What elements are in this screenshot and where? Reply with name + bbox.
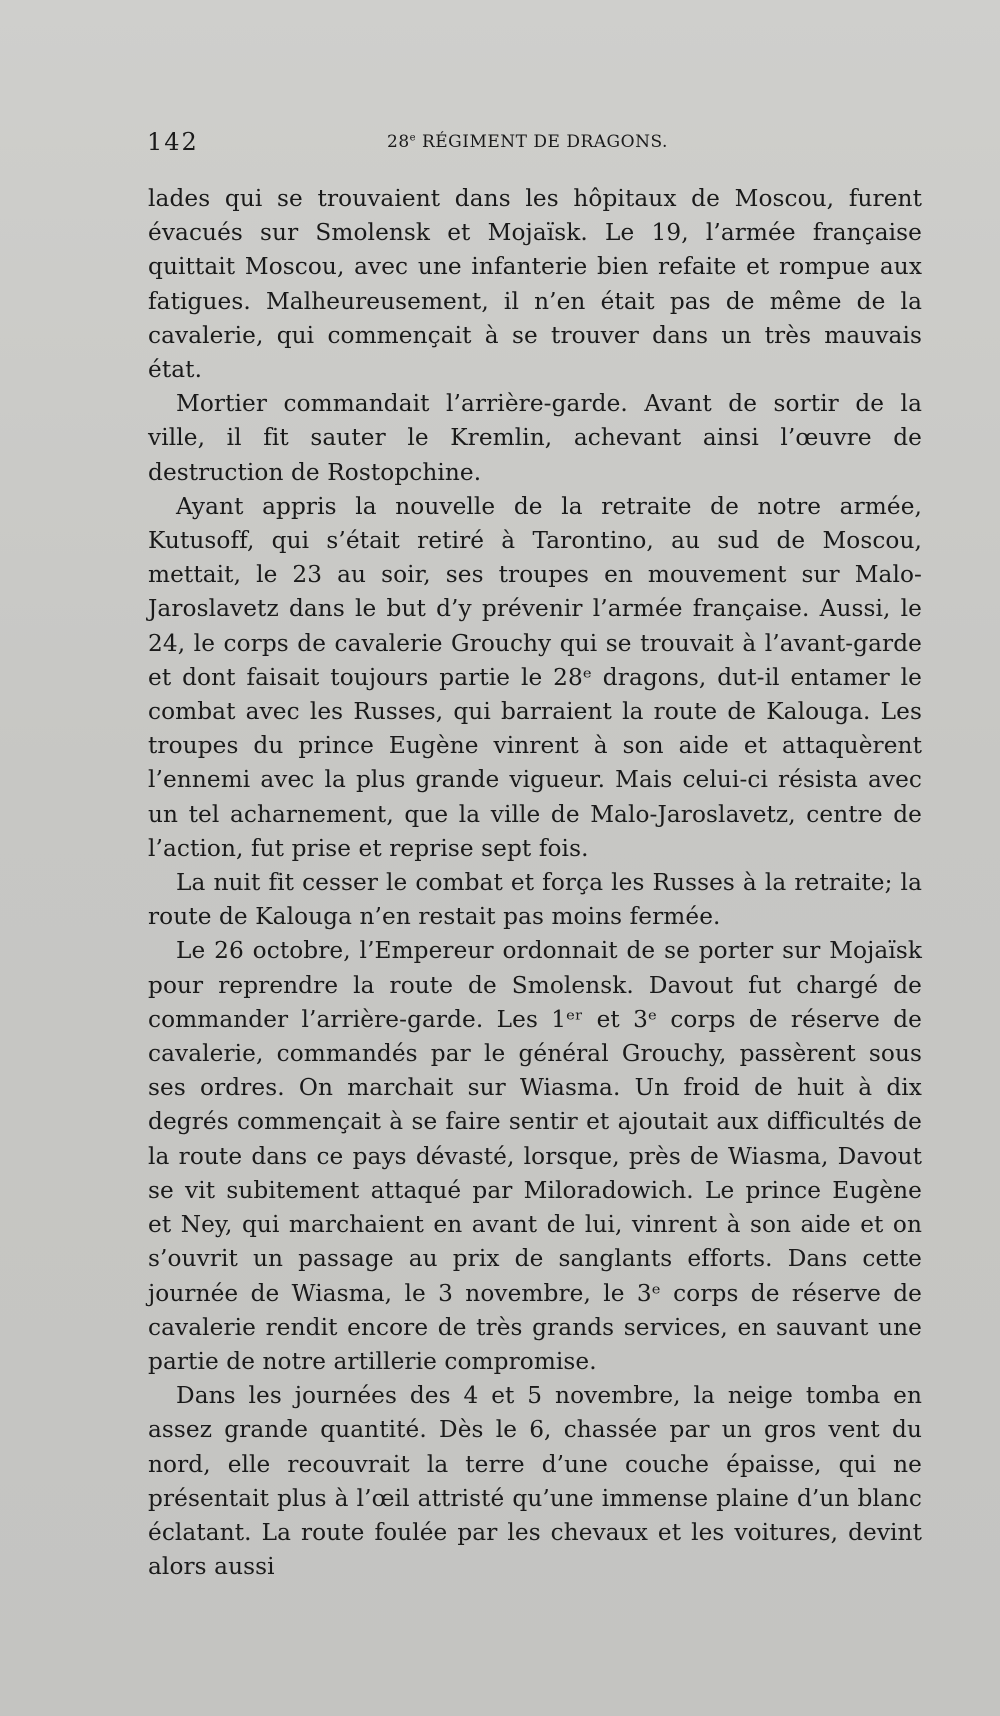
running-title [387,132,668,152]
page-number: 142 [147,128,199,156]
running-title-rest: RÉGIMENT DE DRAGONS. [416,132,668,152]
paragraph-2: Mortier commandait l’arrière-garde. Avant de sortir de la ville, il fit sauter le Kremlin, achevant ainsi l’œuvre de destruction de Rostopchine. [148,390,922,486]
paragraph-6: Dans les journées des 4 et 5 novembre, la neige tomba en assez grande quantité. Dès le 6, chassée par un gros vent du nord, elle recouvrait la terre d’une couche épaisse, qui ne présentait plus à l’œil attristé qu’une immense plaine d’un blanc éclatant. La route foulée par les chevaux et les voitures, devint alors aussi [148,1382,922,1581]
paragraph-3: Ayant appris la nouvelle de la retraite de notre armée, Kutusoff, qui s’était retiré à Tarontino, au sud de Moscou, mettait, le 23 au soir, ses troupes en mouvement sur Malo-Jaroslavetz dans le but d’y prévenir l’armée française. Aussi, le 24, le corps de cavalerie Grouchy qui se trouvait à l’avant-garde et dont faisait toujours partie le 28ᵉ dragons, dut-il entamer le combat avec les Russes, qui barraient la route de Kalouga. Les troupes du prince Eugène vinrent à son aide et attaquèrent l’ennemi avec la plus grande vigueur. Mais celui-ci résista avec un tel acharnement, que la ville de Malo-Jaroslavetz, centre de l’action, fut prise et reprise sept fois. [148,492,922,862]
running-title-sup: e [409,132,417,144]
paragraph-4: La nuit fit cesser le combat et força les Russes à la retraite; la route de Kalouga n’en restait pas moins fermée. [148,869,922,931]
paragraph-1: lades qui se trouvaient dans les hôpitaux de Moscou, furent évacués sur Smolensk et Mojaïsk. Le 19, l’armée française quittait Moscou, avec une infanterie bien refaite et rompue aux fatigues. Malheureusement, il n’en était pas de même de la cavalerie, qui commençait à se trouver dans un très mauvais état. [148,185,922,384]
running-head [147,128,667,158]
body-text [148,182,922,1584]
paragraph-5: Le 26 octobre, l’Empereur ordonnait de se porter sur Mojaïsk pour reprendre la route de Smolensk. Davout fut chargé de commander l’arrière-garde. Les 1ᵉʳ et 3ᵉ corps de réserve de cavalerie, commandés par le général Grouchy, passèrent sous ses ordres. On marchait sur Wiasma. Un froid de huit à dix degrés commençait à se faire sentir et ajoutait aux difficultés de la route dans ce pays dévasté, lorsque, près de Wiasma, Davout se vit subitement attaqué par Miloradowich. Le prince Eugène et Ney, qui marchaient en avant de lui, vinrent à son aide et on s’ouvrit un passage au prix de sanglants efforts. Dans cette journée de Wiasma, le 3 novembre, le 3ᵉ corps de réserve de cavalerie rendit encore de très grands services, en sauvant une partie de notre artillerie compromise. [148,937,922,1375]
running-title-prefix: 28 [387,132,410,152]
